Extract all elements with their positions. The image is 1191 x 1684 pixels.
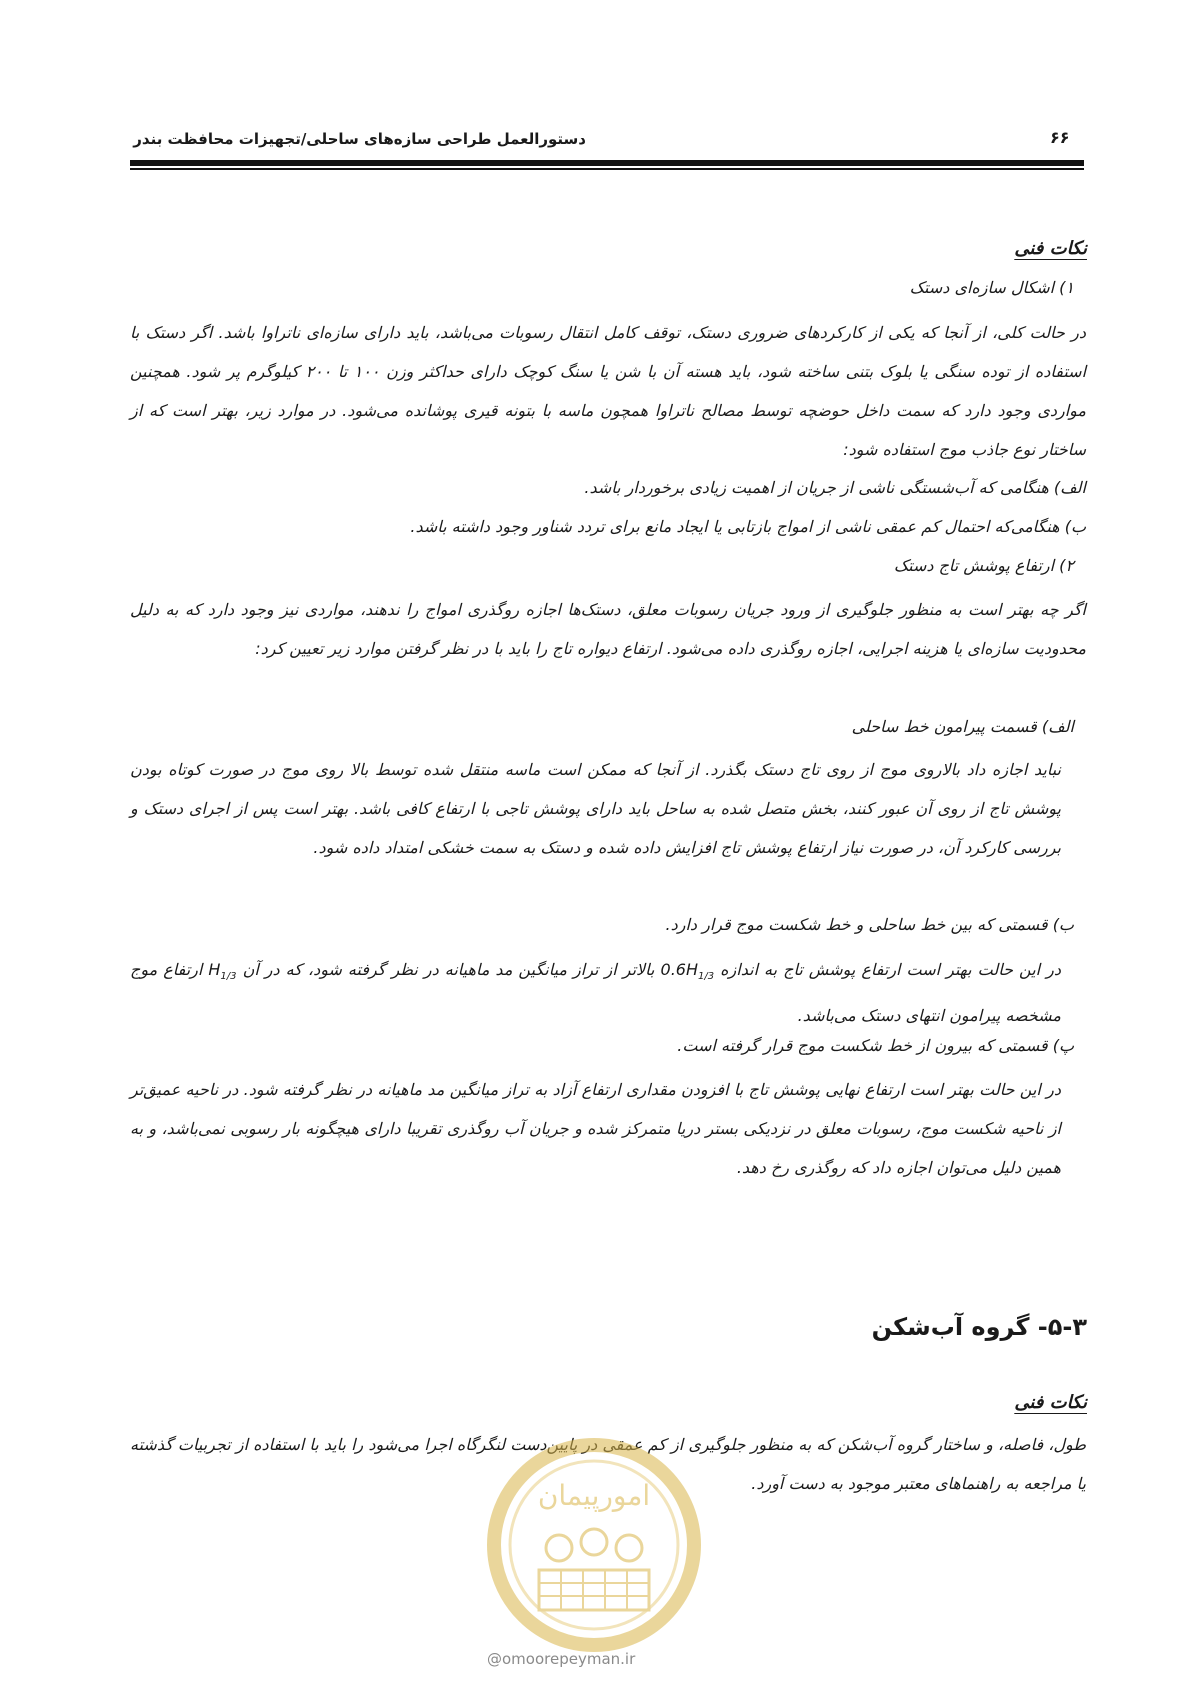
header-rule-thin xyxy=(130,168,1084,170)
part-a-title: الف) قسمت پیرامون خط ساحلی xyxy=(851,717,1074,736)
part-b-text-2: بالاتر از تراز میانگین مد ماهیانه در نظر گرفته شود، که در آن xyxy=(242,960,655,979)
part-c-title: پ) قسمتی که بیرون از خط شکست موج قرار گرفته است. xyxy=(677,1036,1074,1055)
item1-case-b: ب) هنگامی‌که احتمال کم عمقی ناشی از امواج بازتابی یا ایجاد مانع برای تردد شناور وجود داشته باشد. xyxy=(410,517,1086,536)
watermark-site: @omoorepeyman.ir xyxy=(487,1650,636,1668)
item2-paragraph: اگر چه بهتر است به منظور جلوگیری از ورود جریان رسوبات معلق، دستک‌ها اجازه روگذری امواج را ندهند، مواردی نیز وجود دارد که به دلیل محدودیت سازه‌ای یا هزینه اجرایی، اجازه روگذری داده می‌شود. ارتفاع دیواره تاج را باید با در نظر گرفتن موارد زیر تعیین کرد: xyxy=(130,600,1086,658)
item1-paragraph: در حالت کلی، از آنجا که یکی از کارکردهای ضروری دستک، توقف کامل انتقال رسوبات می‌باشد، باید دارای سازه‌ای ناتراوا باشد. اگر دستک با استفاده از توده سنگی یا بلوک بتنی ساخته شود، باید هسته آن با شن یا سنگ کوچک دارای حداکثر وزن ۱۰۰ تا ۲۰۰ کیلوگرم پر شود. همچنین مواردی وجود دارد که سمت داخل حوضچه توسط مصالح ناتراوا همچون ماسه با بتونه قیری پوشانده می‌شود. در موارد زیر، بهتر است که از ساختار نوع جاذب موج استفاده شود: xyxy=(130,323,1087,459)
tech-notes-heading: نکات فنی xyxy=(1014,238,1087,259)
symbol-wave-height: $H_{1/3}$ xyxy=(208,960,237,983)
item2-title: ۲) ارتفاع پوشش تاج دستک xyxy=(893,556,1074,575)
formula-crest-height: $0.6H_{1/3}$ xyxy=(660,960,715,983)
watermark-emblem-text: امورپیمان xyxy=(537,1479,651,1512)
part-c-text: در این حالت بهتر است ارتفاع نهایی پوشش تاج با افزودن مقداری ارتفاع آزاد به تراز میانگین مد ماهیانه در نظر گرفته شود. در ناحیه عمیق‌تر از ناحیه شکست موج، رسوبات معلق در نزدیکی بستر دریا متمرکز شده و جریان آب روگذری تقریبا دارای هیچگونه بار رسوبی نمی‌باشد، و به همین دلیل می‌توان اجازه داد که روگذری رخ دهد. xyxy=(130,1080,1061,1177)
part-a-text: نباید اجازه داد بالاروی موج از روی تاج دستک بگذرد. از آنجا که ممکن است ماسه منتقل شده توسط بالا روی موج در صورت کوتاه بودن پوشش تاج از روی آن عبور کنند، بخش متصل شده به ساحل باید دارای پوشش تاجی با ارتفاع کافی باشد. بهتر است پس از اجرای دستک و بررسی کارکرد آن، در صورت نیاز ارتفاع پوشش تاج افزایش داده شده و دستک به سمت خشکی امتداد داده شود. xyxy=(130,760,1061,857)
part-b-title: ب) قسمتی که بین خط ساحلی و خط شکست موج قرار دارد. xyxy=(665,915,1074,934)
page-number: ۶۶ xyxy=(1050,128,1070,147)
section-title: ۵-۳- گروه آب‌شکن xyxy=(871,1313,1087,1341)
item1-case-a: الف) هنگامی که آب‌شستگی ناشی از جریان از اهمیت زیادی برخوردار باشد. xyxy=(584,478,1086,497)
header-rule-thick xyxy=(130,160,1084,166)
watermark-emblem-icon xyxy=(479,1430,709,1660)
part-b-text xyxy=(130,950,1061,1035)
tech-notes-2-paragraph: طول، فاصله، و ساختار گروه آب‌شکن که به منظور جلوگیری از کم عمقی در پایین‌دست لنگرگاه اجرا می‌شود را باید با استفاده از تجربیات گذشته یا مراجعه به راهنماهای معتبر موجود به دست آورد. xyxy=(130,1435,1086,1493)
tech-notes-heading-2: نکات فنی xyxy=(1014,1392,1087,1413)
running-header-title: دستورالعمل طراحی سازه‌های ساحلی/تجهیزات محافظت بندر xyxy=(133,130,586,148)
part-b-text-3: ارتفاع موج مشخصه پیرامون انتهای دستک می‌باشد. xyxy=(130,960,1061,1026)
part-b-text-1: در این حالت بهتر است ارتفاع پوشش تاج به اندازه xyxy=(720,960,1062,979)
item1-title: ۱) اشکال سازه‌ای دستک xyxy=(909,278,1074,297)
